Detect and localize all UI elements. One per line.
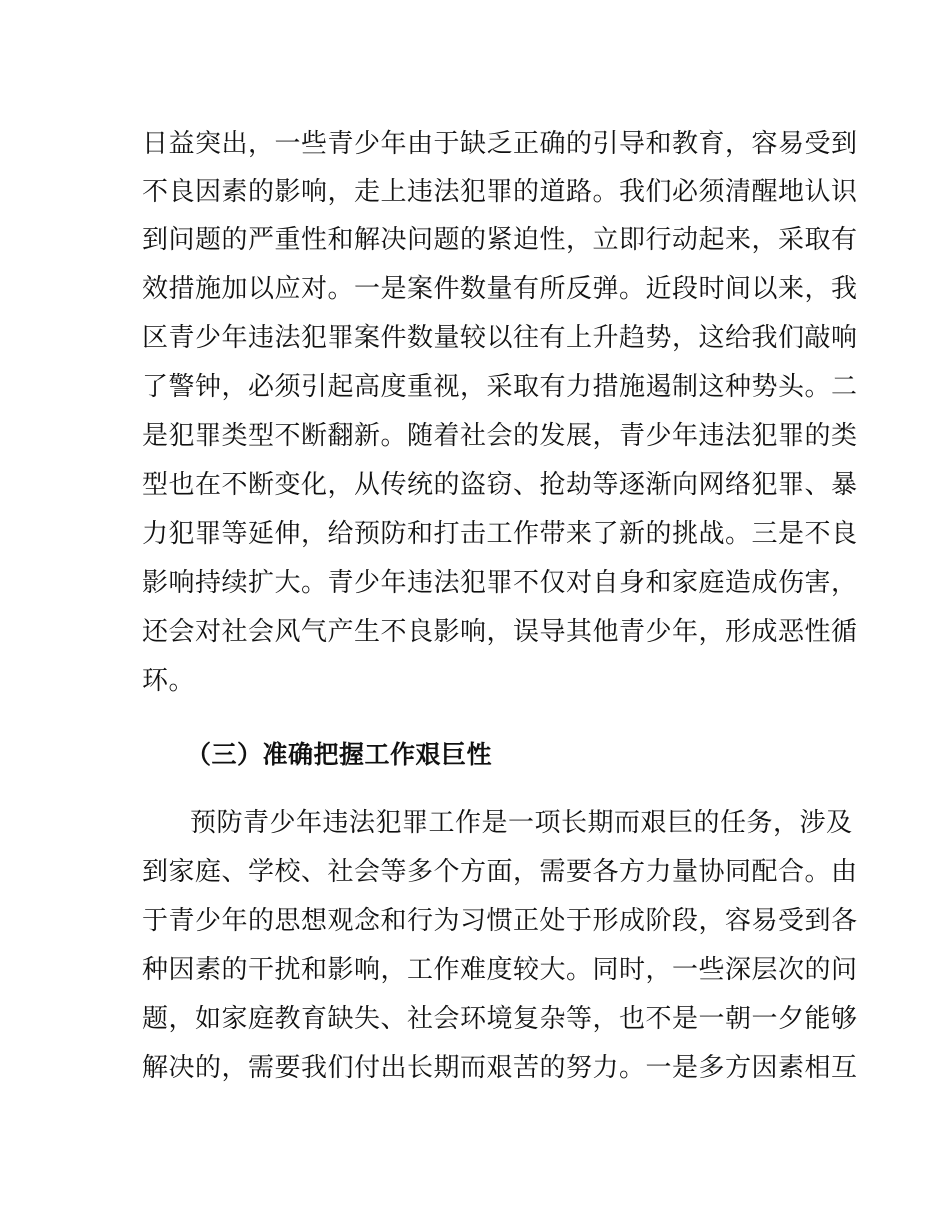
paragraph-line: 日益突出，一些青少年由于缺乏正确的引导和教育，容易受到 [142, 129, 858, 159]
paragraph-line: 不良因素的影响，走上违法犯罪的道路。我们必须清醒地认识 [142, 177, 858, 207]
paragraph-line: 种因素的干扰和影响，工作难度较大。同时，一些深层次的问 [142, 955, 858, 985]
paragraph-line: 预防青少年违法犯罪工作是一项长期而艰巨的任务，涉及 [190, 808, 853, 838]
paragraph-line: 型也在不断变化，从传统的盗窃、抢劫等逐渐向网络犯罪、暴 [142, 470, 858, 500]
paragraph-line: 效措施加以应对。一是案件数量有所反弹。近段时间以来，我 [142, 274, 858, 304]
paragraph-line: 了警钟，必须引起高度重视，采取有力措施遏制这种势头。二 [142, 372, 858, 402]
paragraph-line: 于青少年的思想观念和行为习惯正处于形成阶段，容易受到各 [142, 906, 858, 936]
paragraph-line: 是犯罪类型不断翻新。随着社会的发展，青少年违法犯罪的类 [142, 421, 858, 451]
section-heading: （三）准确把握工作艰巨性 [186, 740, 493, 769]
paragraph-line: 题，如家庭教育缺失、社会环境复杂等，也不是一朝一夕能够 [142, 1004, 858, 1034]
paragraph-line: 到问题的严重性和解决问题的紧迫性，立即行动起来，采取有 [142, 225, 858, 255]
paragraph-line: 到家庭、学校、社会等多个方面，需要各方力量协同配合。由 [142, 857, 858, 887]
paragraph-line: 还会对社会风气产生不良影响，误导其他青少年，形成恶性循 [142, 617, 858, 647]
paragraph-line: 解决的，需要我们付出长期而艰苦的努力。一是多方因素相互 [142, 1053, 858, 1083]
paragraph-line: 区青少年违法犯罪案件数量较以往有上升趋势，这给我们敲响 [142, 323, 858, 353]
paragraph-line: 力犯罪等延伸，给预防和打击工作带来了新的挑战。三是不良 [142, 519, 858, 549]
paragraph-line: 环。 [142, 666, 196, 696]
paragraph-line: 影响持续扩大。青少年违法犯罪不仅对自身和家庭造成伤害， [142, 568, 858, 598]
